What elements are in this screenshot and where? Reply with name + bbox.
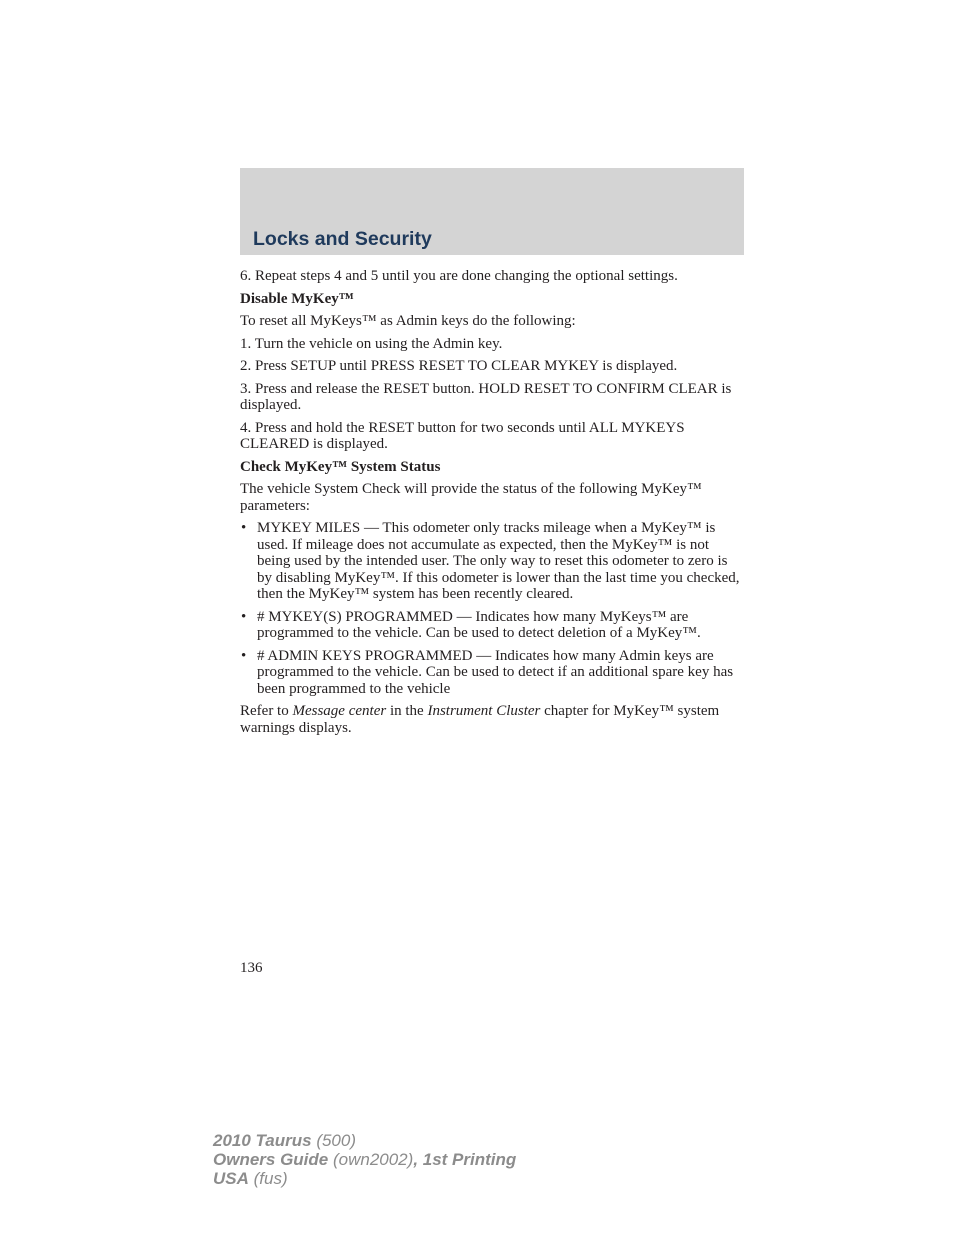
instrument-cluster-reference: Instrument Cluster <box>427 703 541 719</box>
disable-step-1: 1. Turn the vehicle on using the Admin key. <box>240 335 503 352</box>
check-status-heading: Check MyKey™ System Status <box>240 458 441 475</box>
list-item-text: MYKEY MILES — This odometer only tracks mileage when a MyKey™ is used. If mileage does not accumulate as expected, then the MyKey™ is not being used by the intended user. The only way to reset this odometer to zero is by disabling MyKey™. If this odometer is lower than the last time you checked, then the MyKey™ system has been recently cleared. <box>257 520 740 602</box>
list-item <box>240 520 745 603</box>
footer-line-3: USA (fus) <box>213 1169 288 1188</box>
check-intro-paragraph: The vehicle System Check will provide the status of the following MyKey™ parameters: <box>240 481 702 514</box>
page-content <box>240 268 745 742</box>
list-item <box>240 609 745 642</box>
list-item-text: # MYKEY(S) PROGRAMMED — Indicates how many MyKeys™ are programmed to the vehicle. Can be used to detect deletion of a MyKey™. <box>257 608 701 641</box>
list-item <box>240 648 745 698</box>
disable-intro-paragraph: To reset all MyKeys™ as Admin keys do the following: <box>240 313 576 329</box>
list-item-text: # ADMIN KEYS PROGRAMMED — Indicates how many Admin keys are programmed to the vehicle. Can be used to detect if an additional spare key has been programmed to the vehicle <box>257 647 734 697</box>
section-header-band <box>240 168 744 255</box>
disable-step-2: 2. Press SETUP until PRESS RESET TO CLEAR MYKEY is displayed. <box>240 358 678 374</box>
bullet-icon: • <box>241 520 247 536</box>
bullet-icon: • <box>241 647 247 664</box>
disable-mykey-heading: Disable MyKey™ <box>240 290 354 307</box>
section-title: Locks and Security <box>253 228 432 250</box>
document-footer <box>213 1131 516 1188</box>
step-6-paragraph: 6. Repeat steps 4 and 5 until you are done changing the optional settings. <box>240 268 678 284</box>
page-number: 136 <box>240 960 263 976</box>
parameter-list <box>240 520 745 697</box>
disable-step-3: 3. Press and release the RESET button. HOLD RESET TO CONFIRM CLEAR is displayed. <box>240 380 732 413</box>
bullet-icon: • <box>241 608 247 625</box>
message-center-reference: Message center <box>292 703 387 719</box>
disable-step-4: 4. Press and hold the RESET button for two seconds until ALL MYKEYS CLEARED is displayed. <box>240 419 685 452</box>
footer-line-1: 2010 Taurus (500) <box>213 1131 357 1150</box>
refer-paragraph: Refer to Message center in the Instrument Cluster chapter for MyKey™ system warnings displays. <box>240 703 720 736</box>
footer-line-2: Owners Guide (own2002), 1st Printing <box>213 1150 517 1169</box>
